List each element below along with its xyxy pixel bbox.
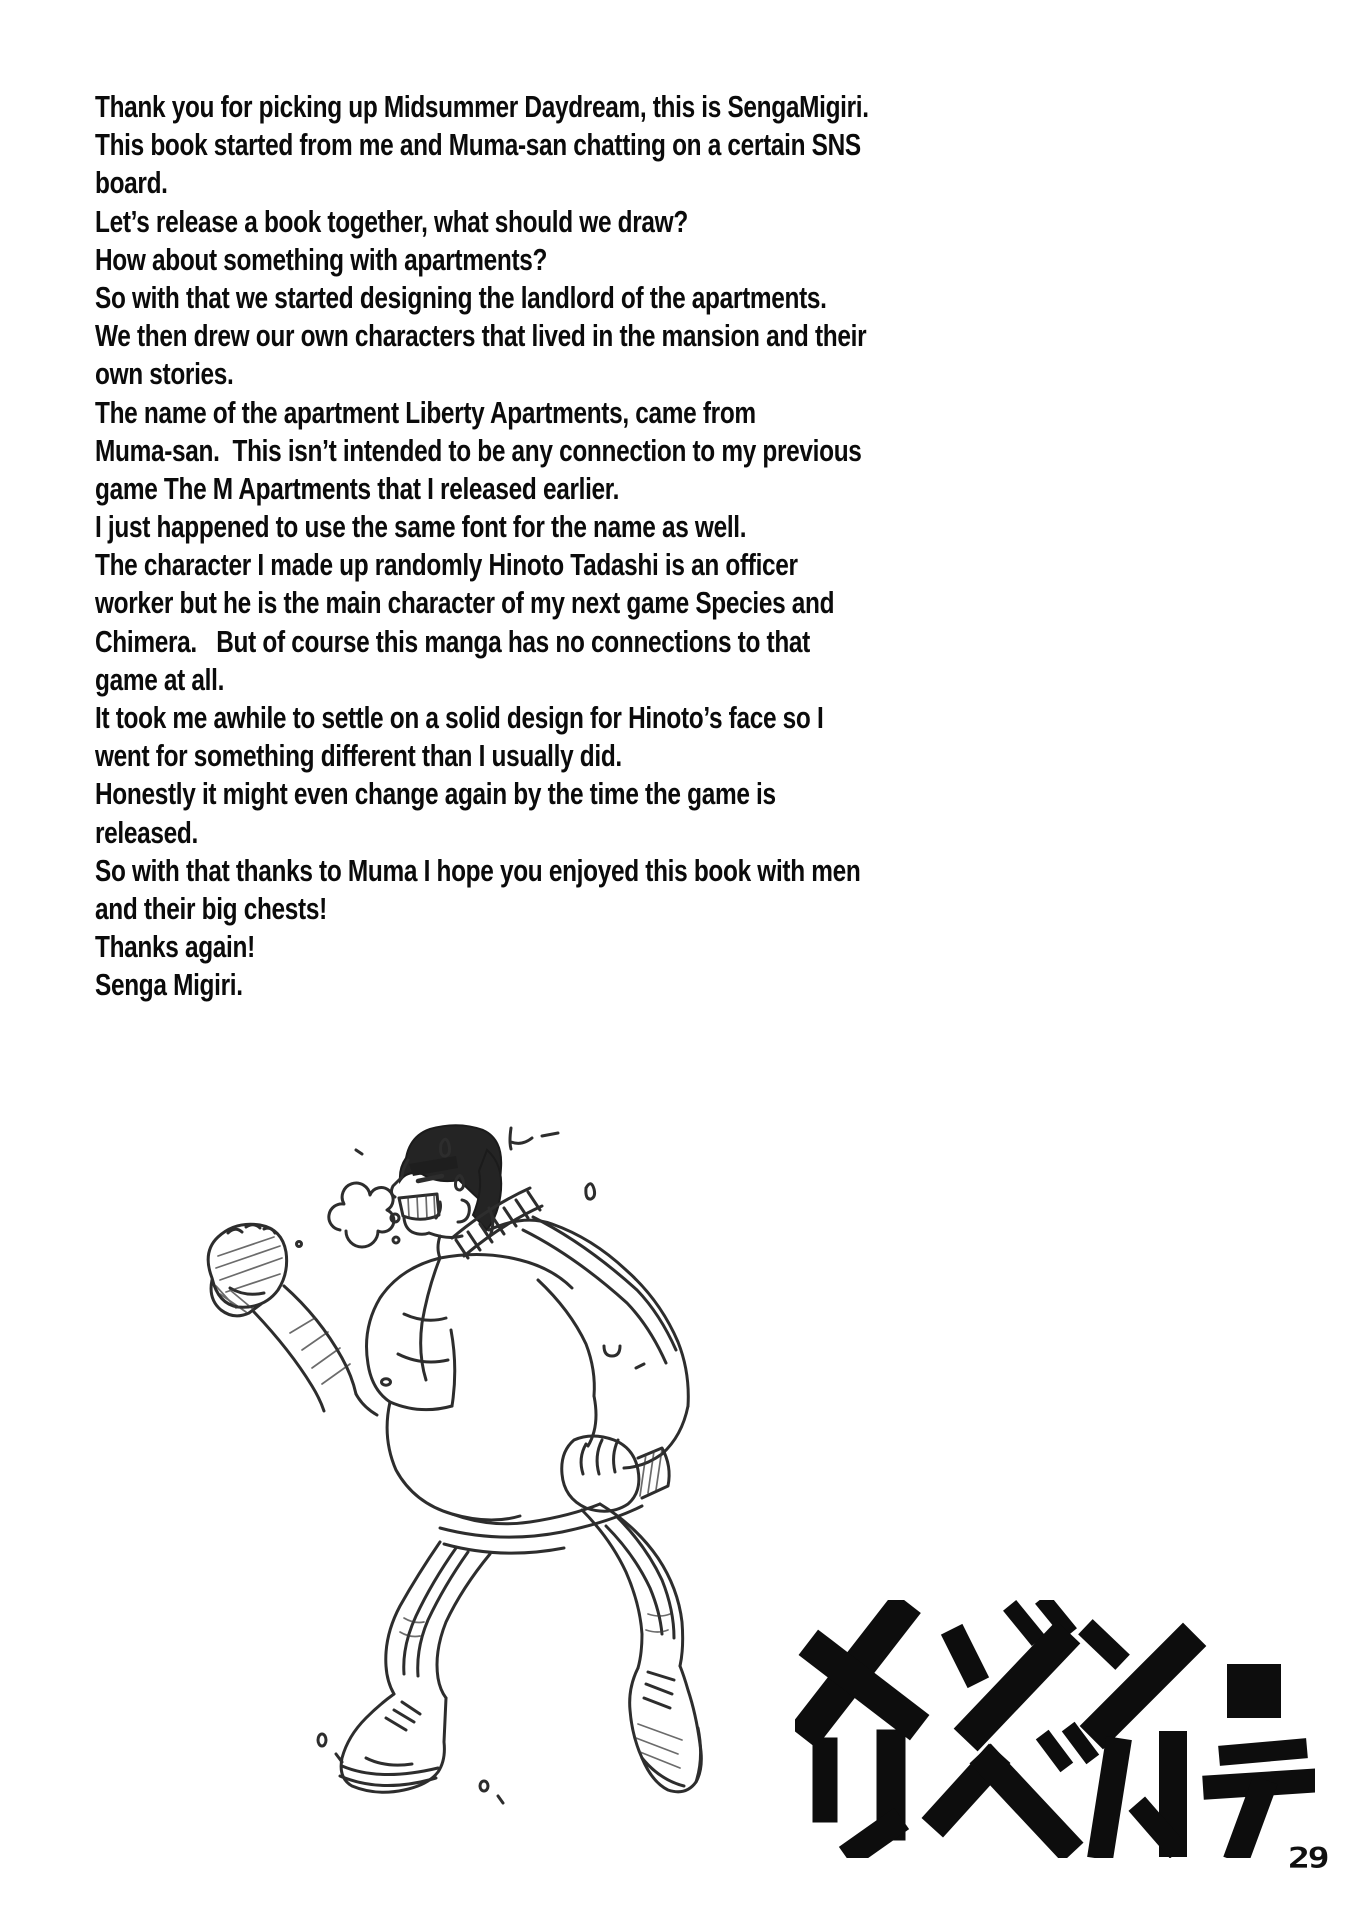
logo-line2 bbox=[825, 1733, 1307, 1850]
logo-line1 bbox=[813, 1605, 1281, 1728]
page-number: 29 bbox=[1288, 1842, 1328, 1876]
afterword-line: and their big chests! bbox=[95, 891, 327, 926]
waist-fist bbox=[562, 1436, 669, 1511]
afterword-line: So with that thanks to Muma I hope you enjoyed this book with men bbox=[95, 853, 861, 888]
afterword-line: Senga Migiri. bbox=[95, 968, 243, 1003]
afterword-line: own stories. bbox=[95, 357, 234, 392]
afterword-line: How about something with apartments? bbox=[95, 242, 548, 277]
afterword-line: This book started from me and Muma-san chatting on a certain SNS bbox=[95, 128, 861, 163]
rear-leg bbox=[582, 1504, 683, 1668]
afterword-line: Chimera. But of course this manga has no connections to that bbox=[95, 624, 810, 659]
logo-maison-liberte bbox=[795, 1600, 1315, 1858]
shin-wrinkles bbox=[646, 1614, 670, 1632]
afterword-line: Let’s release a book together, what should we draw? bbox=[95, 204, 688, 239]
character-sketch bbox=[190, 1118, 710, 1848]
breath-puff bbox=[297, 1150, 400, 1247]
teeth-lines bbox=[408, 1195, 435, 1219]
afterword-line: It took me awhile to settle on a solid design for Hinoto’s face so I bbox=[95, 701, 824, 735]
afterword-line: Thank you for picking up Midsummer Daydream, this is SengaMigiri. bbox=[95, 90, 869, 124]
afterword-line: went for something different than I usually did. bbox=[95, 739, 622, 774]
afterword-line: game at all. bbox=[95, 662, 225, 697]
front-shoe bbox=[340, 1694, 446, 1792]
afterword-text bbox=[95, 88, 927, 1005]
sound-effect-hii bbox=[510, 1128, 558, 1149]
afterword-line: We then drew our own characters that lived in the mansion and their bbox=[95, 319, 867, 354]
front-leg bbox=[386, 1542, 490, 1698]
afterword-line: Muma-san. This isn’t intended to be any connection to my previous bbox=[95, 433, 862, 468]
afterword-line: The character I made up randomly Hinoto Tadashi is an officer bbox=[95, 548, 798, 583]
afterword-line: Thanks again! bbox=[95, 930, 255, 965]
afterword-line: The name of the apartment Liberty Apartments, came from bbox=[95, 395, 756, 430]
afterword-line: game The M Apartments that I released earlier. bbox=[95, 471, 620, 506]
afterword-line: board. bbox=[95, 166, 168, 201]
forearm-hatching bbox=[290, 1318, 350, 1384]
forearm bbox=[254, 1286, 377, 1415]
afterword-line: I just happened to use the same font for the name as well. bbox=[95, 510, 747, 545]
afterword-line: worker but he is the main character of my next game Species and bbox=[95, 586, 835, 621]
afterword-line: Honestly it might even change again by the time the game is bbox=[95, 777, 776, 812]
sleeve-stripes bbox=[523, 1217, 676, 1363]
afterword-line: released. bbox=[95, 815, 198, 850]
rear-shoe bbox=[630, 1666, 702, 1792]
afterword-line: So with that we started designing the landlord of the apartments. bbox=[95, 280, 827, 315]
